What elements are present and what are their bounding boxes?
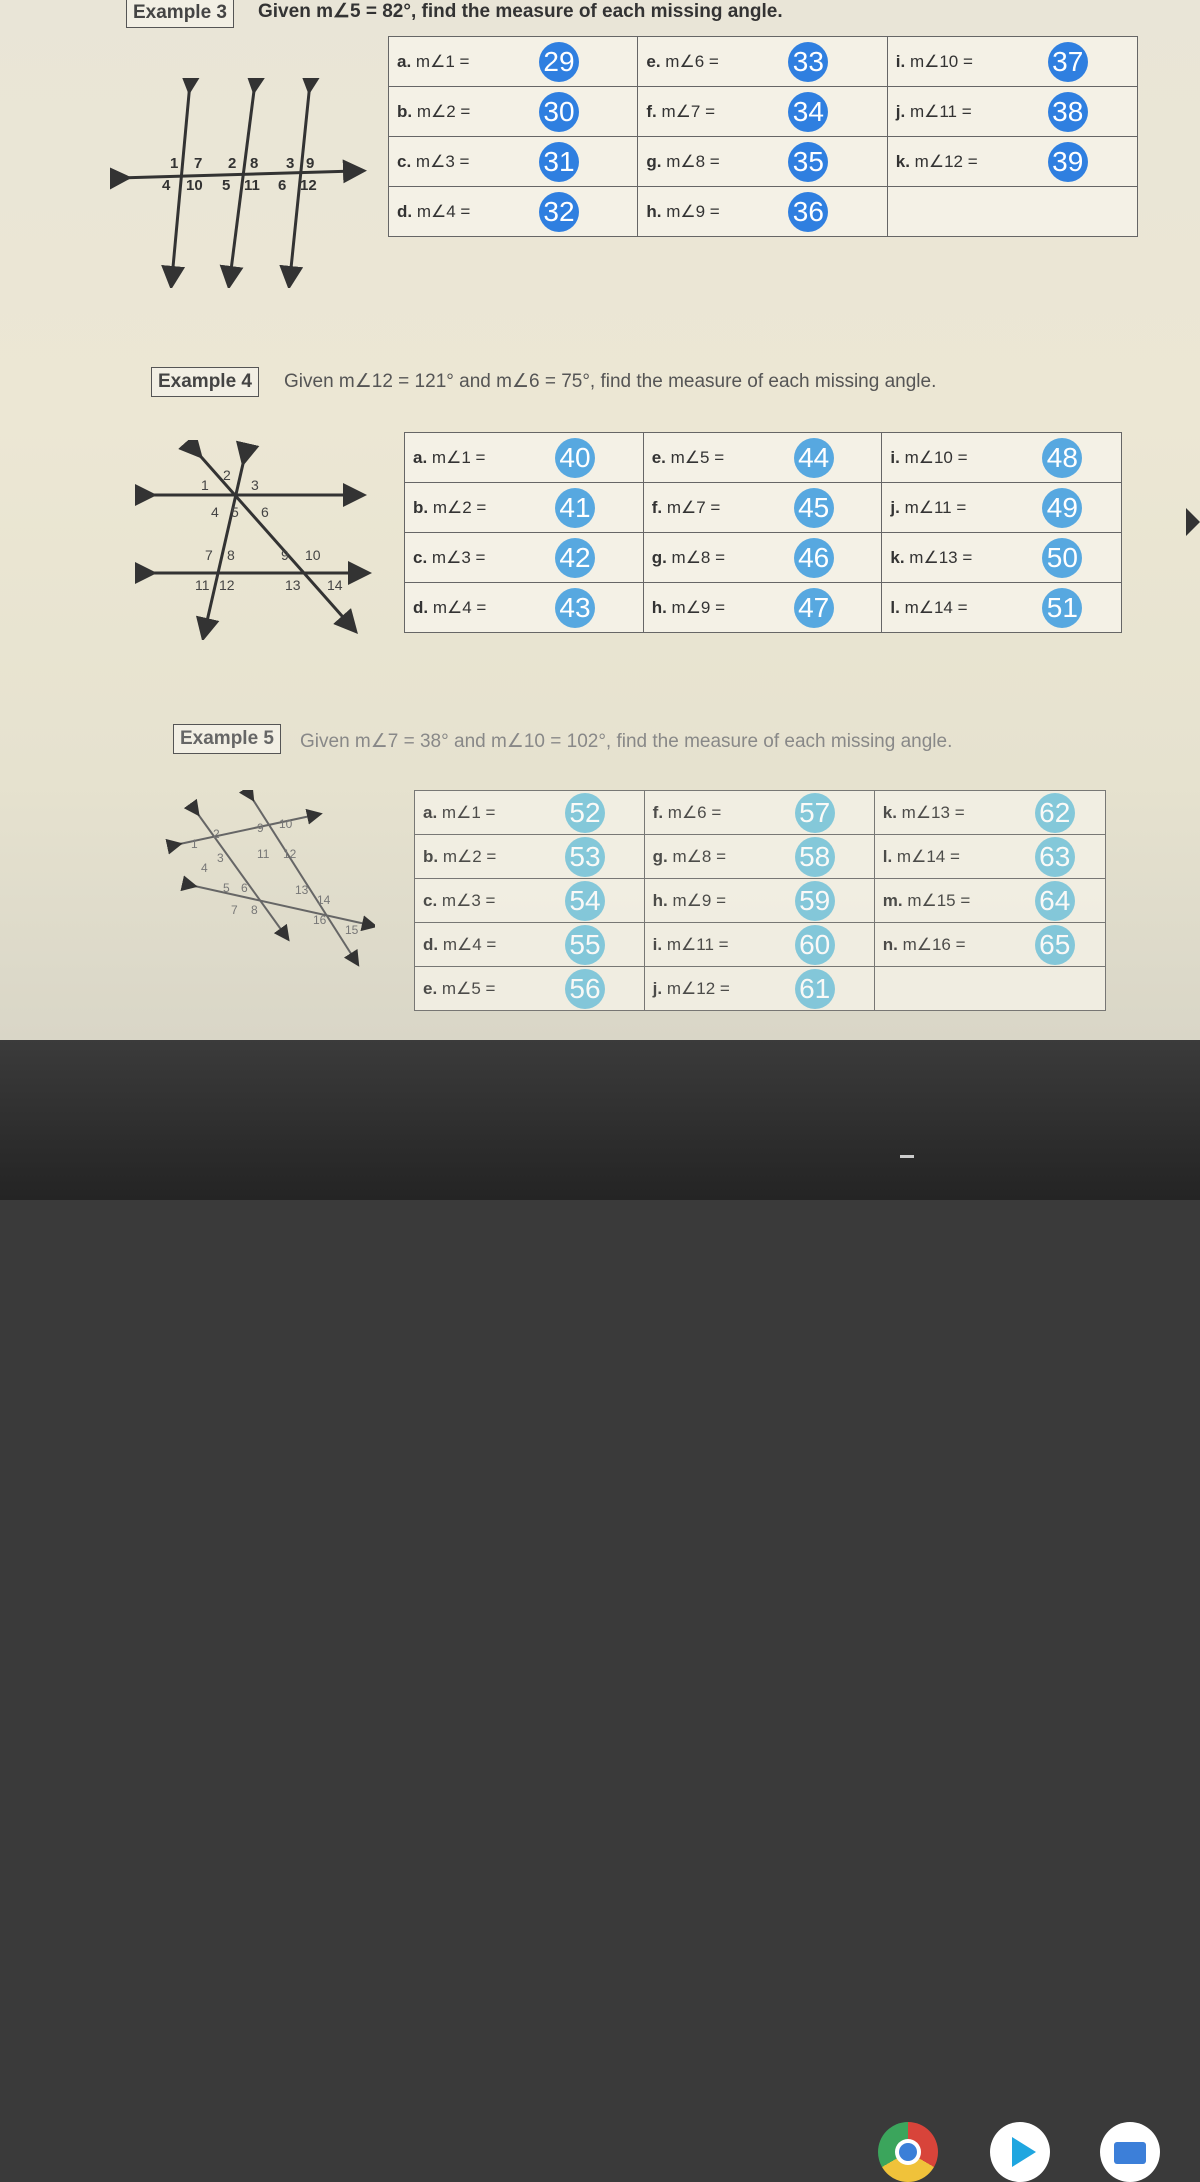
answer-number-badge[interactable]: 61 bbox=[795, 969, 835, 1009]
item-letter: b. bbox=[413, 497, 429, 517]
worksheet-screen bbox=[0, 0, 1200, 1040]
angle-number-label: 10 bbox=[305, 547, 321, 563]
example-5-instructions: Given m∠7 = 38° and m∠10 = 102°, find the measure of each missing angle. bbox=[300, 731, 953, 752]
angle-number-label: 14 bbox=[327, 577, 343, 593]
answer-number-badge[interactable]: 50 bbox=[1042, 538, 1082, 578]
angle-expression: m∠3 = bbox=[441, 890, 496, 910]
example-5-answer-table bbox=[414, 790, 1106, 1011]
answer-cell bbox=[415, 835, 645, 879]
item-letter: j. bbox=[890, 497, 900, 517]
item-letter: f. bbox=[651, 497, 663, 517]
angle-number-label: 8 bbox=[250, 155, 259, 172]
angle-number-label: 3 bbox=[286, 155, 295, 172]
answer-cell bbox=[638, 87, 887, 137]
item-letter: b. bbox=[423, 846, 439, 866]
answer-cell bbox=[643, 433, 882, 483]
angle-number-label: 7 bbox=[231, 903, 238, 917]
answer-number-badge[interactable]: 38 bbox=[1048, 92, 1088, 132]
angle-expression: m∠6 = bbox=[665, 51, 719, 71]
item-letter: a. bbox=[397, 51, 412, 71]
item-letter: a. bbox=[423, 802, 438, 822]
angle-expression: m∠2 = bbox=[442, 846, 497, 866]
answer-cell bbox=[405, 533, 644, 583]
angle-expression: m∠3 = bbox=[415, 151, 470, 171]
answer-number-badge[interactable]: 48 bbox=[1042, 438, 1082, 478]
example-4-instructions: Given m∠12 = 121° and m∠6 = 75°, find the measure of each missing angle. bbox=[284, 371, 937, 392]
item-letter: d. bbox=[413, 597, 429, 617]
answer-cell bbox=[415, 791, 645, 835]
angle-expression: m∠12 = bbox=[666, 978, 730, 998]
example-4-label: Example 4 bbox=[151, 367, 259, 397]
answer-number-badge[interactable]: 49 bbox=[1042, 488, 1082, 528]
angle-number-label: 10 bbox=[279, 817, 293, 831]
answer-cell bbox=[415, 967, 645, 1011]
answer-number-badge[interactable]: 32 bbox=[539, 192, 579, 232]
angle-expression: m∠13 = bbox=[909, 547, 973, 567]
answer-cell bbox=[882, 583, 1122, 633]
angle-expression: m∠5 = bbox=[441, 978, 496, 998]
answer-row bbox=[405, 483, 1122, 533]
angle-number-label: 2 bbox=[213, 827, 220, 841]
answer-cell bbox=[389, 187, 638, 237]
angle-expression: m∠1 = bbox=[415, 51, 470, 71]
item-letter: k. bbox=[890, 547, 905, 567]
angle-expression: m∠14 = bbox=[904, 597, 968, 617]
answer-cell bbox=[874, 835, 1105, 879]
angle-number-label: 5 bbox=[222, 177, 231, 194]
answer-cell bbox=[638, 37, 887, 87]
angle-number-label: 1 bbox=[201, 477, 209, 493]
angle-number-label: 1 bbox=[170, 155, 179, 172]
angle-number-label: 5 bbox=[223, 881, 230, 895]
angle-expression: m∠4 = bbox=[442, 934, 497, 954]
item-letter: k. bbox=[895, 151, 910, 171]
item-letter: c. bbox=[413, 547, 428, 567]
answer-number-badge[interactable]: 37 bbox=[1048, 42, 1088, 82]
item-letter: j. bbox=[652, 978, 663, 998]
answer-number-badge[interactable]: 47 bbox=[794, 588, 834, 628]
angle-expression: m∠3 = bbox=[431, 547, 486, 567]
active-indicator bbox=[900, 1155, 914, 1158]
answer-cell bbox=[643, 533, 882, 583]
answer-cell bbox=[874, 967, 1105, 1011]
angle-number-label: 15 bbox=[345, 923, 359, 937]
files-icon[interactable] bbox=[1100, 2122, 1160, 2182]
example-5-label: Example 5 bbox=[173, 724, 281, 754]
answer-cell bbox=[874, 879, 1105, 923]
play-store-icon[interactable] bbox=[990, 2122, 1050, 2182]
item-letter: k. bbox=[882, 802, 897, 822]
answer-cell bbox=[882, 433, 1122, 483]
angle-expression: m∠7 = bbox=[666, 497, 721, 517]
answer-row bbox=[415, 835, 1106, 879]
item-letter: g. bbox=[651, 547, 667, 567]
answer-cell bbox=[644, 791, 874, 835]
answer-row bbox=[389, 187, 1138, 237]
angle-expression: m∠9 = bbox=[672, 890, 727, 910]
answer-cell bbox=[644, 879, 874, 923]
example-3-answer-table bbox=[388, 36, 1138, 237]
angle-number-label: 2 bbox=[223, 467, 231, 483]
angle-expression: m∠11 = bbox=[666, 934, 729, 954]
example-3-instructions: Given m∠5 = 82°, find the measure of each missing angle. bbox=[258, 1, 783, 22]
angle-number-label: 12 bbox=[283, 847, 297, 861]
answer-number-badge[interactable]: 36 bbox=[788, 192, 828, 232]
angle-number-label: 12 bbox=[300, 177, 317, 194]
angle-number-label: 6 bbox=[261, 504, 269, 520]
answer-number-badge[interactable]: 63 bbox=[1035, 837, 1075, 877]
angle-number-label: 13 bbox=[295, 883, 309, 897]
angle-number-label: 10 bbox=[186, 177, 203, 194]
angle-number-label: 12 bbox=[219, 577, 235, 593]
item-letter: e. bbox=[651, 447, 666, 467]
angle-expression: m∠2 = bbox=[416, 101, 471, 121]
angle-expression: m∠10 = bbox=[909, 51, 973, 71]
angle-number-label: 9 bbox=[281, 547, 289, 563]
answer-number-badge[interactable]: 45 bbox=[794, 488, 834, 528]
angle-expression: m∠6 = bbox=[667, 802, 722, 822]
angle-expression: m∠1 = bbox=[441, 802, 496, 822]
answer-number-badge[interactable]: 57 bbox=[795, 793, 835, 833]
angle-number-label: 9 bbox=[306, 155, 315, 172]
answer-number-badge[interactable]: 51 bbox=[1042, 588, 1082, 628]
item-letter: l. bbox=[890, 597, 900, 617]
answer-cell bbox=[638, 187, 887, 237]
item-letter: c. bbox=[397, 151, 412, 171]
answer-cell bbox=[389, 87, 638, 137]
angle-expression: m∠8 = bbox=[666, 151, 720, 171]
os-taskbar bbox=[0, 1040, 1200, 1200]
answer-cell bbox=[405, 483, 644, 533]
example-3-diagram bbox=[110, 78, 370, 288]
example-3-label: Example 3 bbox=[126, 0, 234, 28]
answer-row bbox=[415, 879, 1106, 923]
answer-cell bbox=[415, 923, 645, 967]
angle-number-label: 1 bbox=[191, 837, 198, 851]
angle-expression: m∠11 = bbox=[904, 497, 967, 517]
right-arrow-icon[interactable] bbox=[1186, 508, 1200, 536]
answer-number-badge[interactable]: 41 bbox=[555, 488, 595, 528]
item-letter: b. bbox=[397, 101, 413, 121]
item-letter: g. bbox=[646, 151, 662, 171]
angle-expression: m∠8 = bbox=[671, 547, 726, 567]
answer-row bbox=[415, 791, 1106, 835]
angle-number-label: 3 bbox=[251, 477, 259, 493]
answer-row bbox=[389, 37, 1138, 87]
answer-row bbox=[415, 967, 1106, 1011]
angle-number-label: 16 bbox=[313, 913, 327, 927]
answer-row bbox=[389, 137, 1138, 187]
angle-number-label: 9 bbox=[257, 821, 264, 835]
angle-expression: m∠16 = bbox=[902, 934, 966, 954]
angle-expression: m∠9 = bbox=[666, 201, 720, 221]
angle-number-label: 2 bbox=[228, 155, 237, 172]
item-letter: m. bbox=[882, 890, 903, 910]
example-4-diagram bbox=[135, 440, 375, 640]
angle-expression: m∠10 = bbox=[904, 447, 968, 467]
answer-number-badge[interactable]: 58 bbox=[795, 837, 835, 877]
angle-number-label: 6 bbox=[241, 881, 248, 895]
answer-cell bbox=[887, 37, 1137, 87]
answer-cell bbox=[874, 923, 1105, 967]
item-letter: i. bbox=[895, 51, 906, 71]
answer-row bbox=[415, 923, 1106, 967]
answer-cell bbox=[887, 137, 1137, 187]
answer-number-badge[interactable]: 40 bbox=[555, 438, 595, 478]
answer-number-badge[interactable]: 44 bbox=[794, 438, 834, 478]
answer-number-badge[interactable]: 56 bbox=[565, 969, 605, 1009]
answer-row bbox=[405, 533, 1122, 583]
angle-expression: m∠4 = bbox=[416, 201, 471, 221]
answer-cell bbox=[638, 137, 887, 187]
angle-number-label: 13 bbox=[285, 577, 301, 593]
angle-number-label: 4 bbox=[162, 177, 171, 194]
item-letter: g. bbox=[652, 846, 668, 866]
angle-number-label: 11 bbox=[257, 847, 270, 861]
item-letter: l. bbox=[882, 846, 893, 866]
angle-expression: m∠13 = bbox=[901, 802, 965, 822]
answer-cell bbox=[415, 879, 645, 923]
item-letter: f. bbox=[652, 802, 664, 822]
angle-expression: m∠5 = bbox=[670, 447, 725, 467]
answer-row bbox=[405, 433, 1122, 483]
angle-number-label: 6 bbox=[278, 177, 287, 194]
answer-number-badge[interactable]: 53 bbox=[565, 837, 605, 877]
angle-number-label: 3 bbox=[217, 851, 224, 865]
angle-number-label: 5 bbox=[231, 504, 239, 520]
angle-expression: m∠2 = bbox=[432, 497, 487, 517]
item-letter: a. bbox=[413, 447, 428, 467]
angle-expression: m∠9 = bbox=[671, 597, 726, 617]
answer-cell bbox=[389, 137, 638, 187]
answer-number-badge[interactable]: 59 bbox=[795, 881, 835, 921]
angle-expression: m∠12 = bbox=[914, 151, 978, 171]
angle-number-label: 4 bbox=[201, 861, 208, 875]
answer-cell bbox=[405, 583, 644, 633]
answer-cell bbox=[887, 87, 1137, 137]
item-letter: e. bbox=[423, 978, 438, 998]
angle-number-label: 8 bbox=[251, 903, 258, 917]
item-letter: e. bbox=[646, 51, 661, 71]
answer-number-badge[interactable]: 43 bbox=[555, 588, 595, 628]
answer-number-badge[interactable]: 33 bbox=[788, 42, 828, 82]
angle-number-label: 4 bbox=[211, 504, 219, 520]
item-letter: j. bbox=[895, 101, 906, 121]
answer-number-badge[interactable]: 65 bbox=[1035, 925, 1075, 965]
answer-number-badge[interactable]: 64 bbox=[1035, 881, 1075, 921]
answer-number-badge[interactable]: 46 bbox=[794, 538, 834, 578]
item-letter: i. bbox=[652, 934, 663, 954]
answer-cell bbox=[644, 923, 874, 967]
answer-number-badge[interactable]: 30 bbox=[539, 92, 579, 132]
answer-cell bbox=[882, 533, 1122, 583]
answer-number-badge[interactable]: 34 bbox=[788, 92, 828, 132]
answer-number-badge[interactable]: 55 bbox=[565, 925, 605, 965]
answer-cell bbox=[644, 967, 874, 1011]
answer-number-badge[interactable]: 31 bbox=[539, 142, 579, 182]
answer-number-badge[interactable]: 54 bbox=[565, 881, 605, 921]
angle-expression: m∠7 = bbox=[661, 101, 716, 121]
angle-expression: m∠4 = bbox=[432, 597, 487, 617]
chrome-icon[interactable] bbox=[878, 2122, 938, 2182]
item-letter: h. bbox=[646, 201, 662, 221]
angle-number-label: 11 bbox=[244, 177, 260, 194]
item-letter: n. bbox=[882, 934, 898, 954]
angle-expression: m∠15 = bbox=[907, 890, 971, 910]
answer-cell bbox=[882, 483, 1122, 533]
angle-number-label: 11 bbox=[195, 577, 210, 593]
answer-cell bbox=[887, 187, 1137, 237]
answer-row bbox=[405, 583, 1122, 633]
item-letter: d. bbox=[397, 201, 413, 221]
answer-number-badge[interactable]: 42 bbox=[555, 538, 595, 578]
angle-expression: m∠1 = bbox=[431, 447, 486, 467]
answer-cell bbox=[405, 433, 644, 483]
angle-number-label: 14 bbox=[317, 893, 331, 907]
answer-number-badge[interactable]: 35 bbox=[788, 142, 828, 182]
answer-cell bbox=[874, 791, 1105, 835]
item-letter: c. bbox=[423, 890, 438, 910]
angle-number-label: 7 bbox=[194, 155, 203, 172]
angle-expression: m∠14 = bbox=[896, 846, 960, 866]
example-4-answer-table bbox=[404, 432, 1122, 633]
answer-cell bbox=[389, 37, 638, 87]
item-letter: f. bbox=[646, 101, 657, 121]
item-letter: d. bbox=[423, 934, 439, 954]
angle-expression: m∠8 = bbox=[672, 846, 727, 866]
answer-number-badge[interactable]: 29 bbox=[539, 42, 579, 82]
answer-number-badge[interactable]: 60 bbox=[795, 925, 835, 965]
answer-cell bbox=[644, 835, 874, 879]
angle-expression: m∠11 = bbox=[909, 101, 972, 121]
answer-number-badge[interactable]: 39 bbox=[1048, 142, 1088, 182]
answer-cell bbox=[643, 483, 882, 533]
answer-row bbox=[389, 87, 1138, 137]
angle-number-label: 7 bbox=[205, 547, 213, 563]
item-letter: i. bbox=[890, 447, 900, 467]
answer-cell bbox=[643, 583, 882, 633]
angle-number-label: 8 bbox=[227, 547, 235, 563]
item-letter: h. bbox=[652, 890, 668, 910]
item-letter: h. bbox=[651, 597, 667, 617]
example-5-diagram bbox=[165, 790, 375, 970]
answer-number-badge[interactable]: 62 bbox=[1035, 793, 1075, 833]
answer-number-badge[interactable]: 52 bbox=[565, 793, 605, 833]
